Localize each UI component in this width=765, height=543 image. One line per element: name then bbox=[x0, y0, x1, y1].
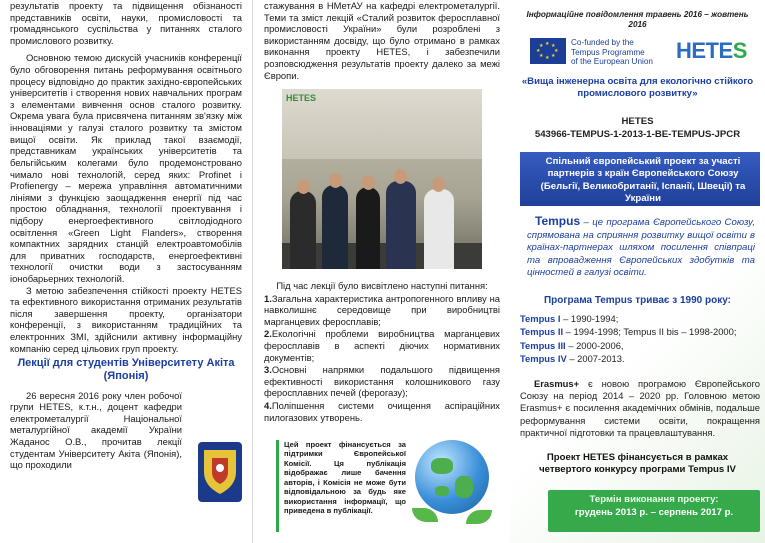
list-item: Tempus III – 2000-2006, bbox=[520, 339, 624, 351]
term-label: Термін виконання проекту: bbox=[589, 494, 719, 505]
paragraph-results: результатів проекту та підвищення обізнаності представників освіти, науки, промисловості та громадянського суспільства у питаннях сталого промислового розвитку. bbox=[10, 0, 242, 46]
project-term-box bbox=[548, 490, 760, 532]
list-item: 2.Екологічні проблеми виробництва марганцевих феросплавів в аспекті діючих нормативних документів; bbox=[264, 328, 500, 363]
list-item: 4.Поліпшення системи очищення аспіраційних пилогазових утворень. bbox=[264, 400, 500, 423]
topics-heading: Під час лекції було висвітлено наступні питання: bbox=[276, 280, 488, 291]
project-id: HETES 543966-TEMPUS-1-2013-1-BE-TEMPUS-JPCR bbox=[534, 116, 741, 141]
term-dates: грудень 2013 р. – серпень 2017 р. bbox=[574, 506, 734, 518]
hetes-logo: HETES bbox=[676, 38, 747, 63]
list-item: 1.Загальна характеристика антропогенного впливу на навколишнє середовище при виробництві марганцевих феросплавів; bbox=[264, 292, 500, 327]
eu-disclaimer: Цей проект фінансується за підтримки Європейської Комісії. Ця публікація відображає лише бачення авторів, і Комісія не може бути відповідальною за будь яке використання інформації, що приведена в публікації. bbox=[276, 440, 406, 532]
funding-statement: Проект HETES фінансується в рамках четвертого конкурсу програми Tempus IV bbox=[539, 452, 736, 476]
list-item: 3.Основні напрямки подальшого підвищення ефективності використання колошникового газу феросплавних печей (ферогазу); bbox=[264, 364, 500, 399]
paragraph-discussion: Основною темою дискусій учасників конференції було обговорення питань реформування освітнього процесу відповідно до практик західно-європейських університетів і створення нових навчальних програм з елементами вивчення основ сталого розвитку. Окрема увага була присвячена питанням зв'язку між інноваціями у галузі сталого розвитку та змістом вищої освіти. Як приклад такої взаємодії, представникам українських університетів та бельгійським колегами було продемонстровано чимало нові технологій, серед яких: Profinet і Profienergy – мережа управління автоматичними лініями з функцією заощадження енергії під час простою обладнання, технології проектування і підбору енергоефективного світлодіодного освітлення «Green Light Flanders», створення компактних зарядних станцій електроавтомобілів для приватних господарств, енергоефективні технології очистки води з застосуванням іонобарьерних технологій. bbox=[10, 52, 242, 285]
project-slogan: «Вища інженерна освіта для екологічно стійкого промислового розвитку» bbox=[521, 76, 754, 99]
lecture-photo bbox=[282, 89, 482, 269]
paragraph-lectures: 26 вересня 2016 року член робочої групи HETES, к.т.н., доцент кафедри електрометалургії Національної металургійної академії України Жаданос О.В., прочитав лекції студентам Університету Акіта (Японія), що проходили bbox=[10, 389, 182, 471]
tempus-description: Tempus – це програма Європейського Союзу, спрямована на сприяння розвитку вищої освіти в країнах-партнерах шляхом посилення співпраці та впровадження Європейських здобутків та цінностей в галузі освіти. bbox=[527, 214, 755, 278]
photo-hetes-logo: HETES bbox=[286, 93, 317, 103]
list-item: Tempus II – 1994-1998; Tempus II bis – 1998-2000; bbox=[520, 326, 737, 338]
erasmus-description: Erasmus+ є новою програмою Європейського Союзу на період 2014 – 2020 рр. Головною метою Erasmus+ є посилення академічних обмінів, подальше реформування системи освіти, покращення практичної підготовки та працевлаштування. bbox=[520, 378, 760, 438]
eu-cofunded-text: Co-funded by the Tempus Programme of the European Union bbox=[571, 38, 653, 67]
lecture-topics bbox=[264, 280, 500, 424]
tempus-program-title: Програма Tempus триває з 1990 року: bbox=[543, 295, 731, 306]
column-left bbox=[10, 0, 242, 543]
partners-banner: Спільний європейський проект за участі партнерів з країн Європейського Союзу (Бельгії, Великобританії, Іспанії, Швеції) та України bbox=[520, 152, 760, 206]
paragraph-internship: стажування в НМетАУ на кафедрі електрометалургії. Теми та зміст лекцій «Сталий розвиток феросплавної промисловості України» були розроблені з використанням досвіду, що було отримано в рамках виконання проекту HETES, і забезпечили розповсюдження результатів проекту далеко за межі Європи. bbox=[264, 0, 500, 81]
list-item: Tempus I – 1990-1994; bbox=[520, 313, 619, 324]
university-crest-icon bbox=[190, 438, 250, 508]
list-item: Tempus IV – 2007-2013. bbox=[520, 353, 625, 365]
globe-icon bbox=[415, 440, 489, 514]
eu-flag-icon: ★ ★ ★ ★ ★ ★ ★ ★ bbox=[530, 38, 566, 64]
lectures-heading: Лекції для студентів Університету Акіта (Японія) bbox=[17, 357, 235, 383]
column-divider bbox=[252, 0, 253, 543]
newsletter-info: Інформаційне повідомлення травень 2016 – жовтень 2016 bbox=[526, 10, 749, 30]
paragraph-sustainability: З метою забезпечення стійкості проекту HETES та ефективного використання отриманих результатів після завершення проекту, організатори конференції, з використанням традиційних та електронних ЗМІ, здійснили активну інформаційну компанію серед цільових груп проекту. bbox=[10, 284, 242, 354]
tempus-periods bbox=[520, 312, 760, 365]
